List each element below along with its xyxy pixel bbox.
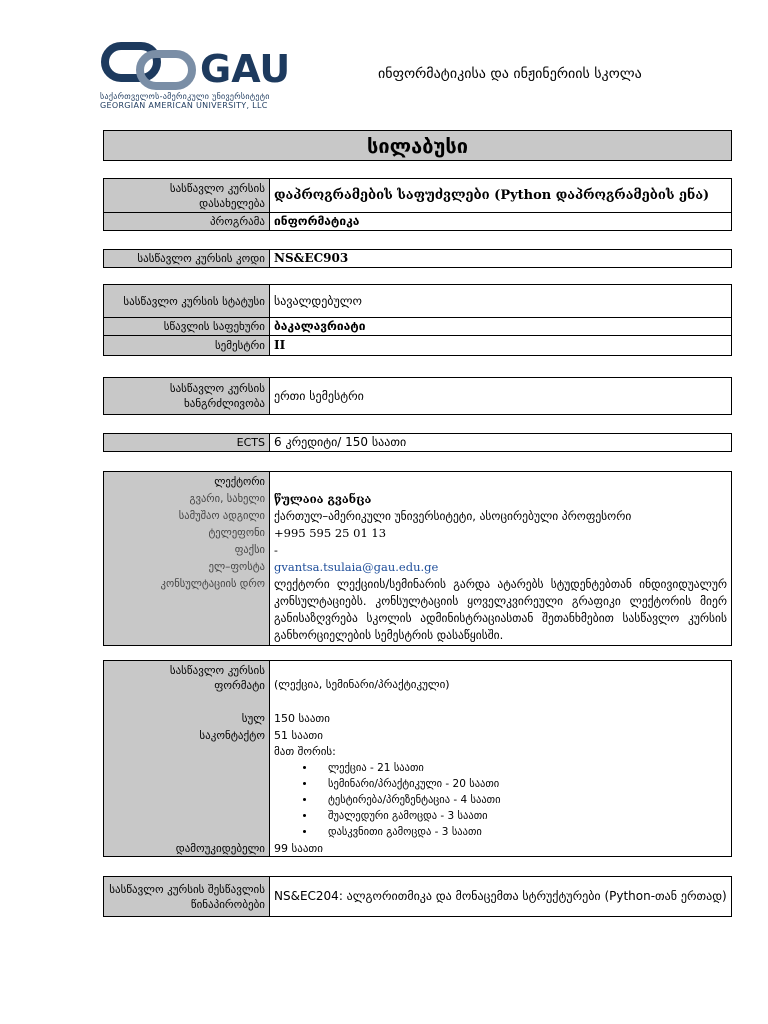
course-info-table bbox=[103, 178, 732, 231]
course-name: დაპროგრამების საფუძვლები (Python დაპროგრამების ენა) bbox=[270, 179, 732, 213]
prereq-table bbox=[103, 876, 732, 917]
lecturer-consultation: ლექტორი ლექციის/სემინარის გარდა ატარებს სტუდენტებთან ინდივიდუალურ კონსულტაციებს. კონსულტაციის ყოველკვირეული გრაფიკი ლექტორის მიერ განისაზღვრება სკოლის ადმინისტრაციასთან შეთანხმებით სასწავლო კურსის განხორციელების სემესტრის დასაწყისში. bbox=[274, 577, 727, 642]
page-title: სილაბუსი bbox=[103, 130, 732, 161]
lecturer-name-label: გვარი, სახელი bbox=[189, 493, 265, 505]
duration-table bbox=[103, 377, 732, 415]
independent-value: 99 საათი bbox=[274, 842, 323, 855]
logo-subtitle-ka: საქართველოს-ამერიკული უნივერსიტეტი bbox=[100, 92, 270, 101]
format-values bbox=[270, 661, 732, 857]
contact-breakdown-list bbox=[270, 760, 501, 840]
lecturer-workplace: ქართულ–ამერიკული უნივერსიტეტი, ასოცირებული პროფესორი bbox=[274, 509, 632, 523]
format-table bbox=[103, 660, 732, 857]
format-label: სასწავლო კურსის ფორმატი bbox=[169, 664, 265, 692]
course-code-value: NS&EC903 bbox=[270, 250, 732, 268]
list-item: • დასკვნითი გამოცდა - 3 საათი bbox=[316, 824, 501, 840]
ects-table bbox=[103, 433, 732, 452]
semester-value: II bbox=[270, 336, 732, 356]
school-name: ინფორმატიკისა და ინჟინერიის სკოლა bbox=[378, 66, 642, 82]
semester-label: სემესტრი bbox=[104, 336, 270, 356]
lecturer-phone-label: ტელეფონი bbox=[208, 527, 265, 539]
level-value: ბაკალავრიატი bbox=[270, 318, 732, 336]
format-labels bbox=[104, 661, 270, 857]
course-status-table bbox=[103, 284, 732, 356]
total-value: 150 საათი bbox=[274, 712, 330, 725]
total-label: სულ bbox=[241, 712, 265, 725]
lecturer-email-link[interactable]: gvantsa.tsulaia@gau.edu.ge bbox=[274, 560, 439, 574]
course-code-label: სასწავლო კურსის კოდი bbox=[104, 250, 270, 268]
lecturer-workplace-label: სამუშაო ადგილი bbox=[178, 510, 265, 522]
list-item: • ლექცია - 21 საათი bbox=[316, 760, 501, 776]
contact-label: საკონტაქტო bbox=[199, 729, 265, 742]
lecturer-table bbox=[103, 471, 732, 646]
ects-label: ECTS bbox=[104, 434, 270, 452]
course-name-label: სასწავლო კურსის დასახელება bbox=[104, 179, 270, 213]
course-code-table bbox=[103, 249, 732, 268]
contact-value: 51 საათი bbox=[274, 729, 323, 742]
lecturer-phone: +995 595 25 01 13 bbox=[274, 526, 387, 540]
list-item: • შუალედური გამოცდა - 3 საათი bbox=[316, 808, 501, 824]
status-value: სავალდებულო bbox=[270, 285, 732, 318]
prereq-value: NS&EC204: ალგორითმიკა და მონაცემთა სტრუქტურები (Python-თან ერთად) bbox=[270, 877, 732, 917]
among-text: მათ შორის: bbox=[274, 745, 336, 758]
logo-text: GAU bbox=[200, 47, 291, 91]
format-value: (ლექცია, სემინარი/პრაქტიკული) bbox=[274, 678, 450, 691]
lecturer-labels bbox=[104, 472, 270, 646]
duration-label: სასწავლო კურსის ხანგრძლივობა bbox=[104, 378, 270, 415]
program-label: პროგრამა bbox=[104, 213, 270, 231]
independent-label: დამოუკიდებელი bbox=[175, 842, 265, 855]
prereq-label: სასწავლო კურსის შესწავლის წინაპირობები bbox=[104, 877, 270, 917]
list-item: • სემინარი/პრაქტიკული - 20 საათი bbox=[316, 776, 501, 792]
logo-subtitle-en: GEORGIAN AMERICAN UNIVERSITY, LLC bbox=[100, 101, 268, 110]
lecturer-email-label: ელ–ფოსტა bbox=[208, 561, 265, 573]
lecturer-name: წულაია გვანცა bbox=[274, 492, 372, 506]
lecturer-fax: - bbox=[274, 543, 278, 557]
program-value: ინფორმატიკა bbox=[270, 213, 732, 231]
duration-value: ერთი სემესტრი bbox=[270, 378, 732, 415]
list-item: • ტესტირება/პრეზენტაცია - 4 საათი bbox=[316, 792, 501, 808]
status-label: სასწავლო კურსის სტატუსი bbox=[104, 285, 270, 318]
ects-value: 6 კრედიტი/ 150 საათი bbox=[270, 434, 732, 452]
level-label: სწავლის საფეხური bbox=[104, 318, 270, 336]
lecturer-values bbox=[270, 472, 732, 646]
lecturer-consultation-label: კონსულტაციის დრო bbox=[160, 578, 265, 590]
logo-links-icon bbox=[105, 46, 192, 86]
lecturer-fax-label: ფაქსი bbox=[234, 544, 265, 556]
lecturer-heading: ლექტორი bbox=[214, 476, 265, 488]
